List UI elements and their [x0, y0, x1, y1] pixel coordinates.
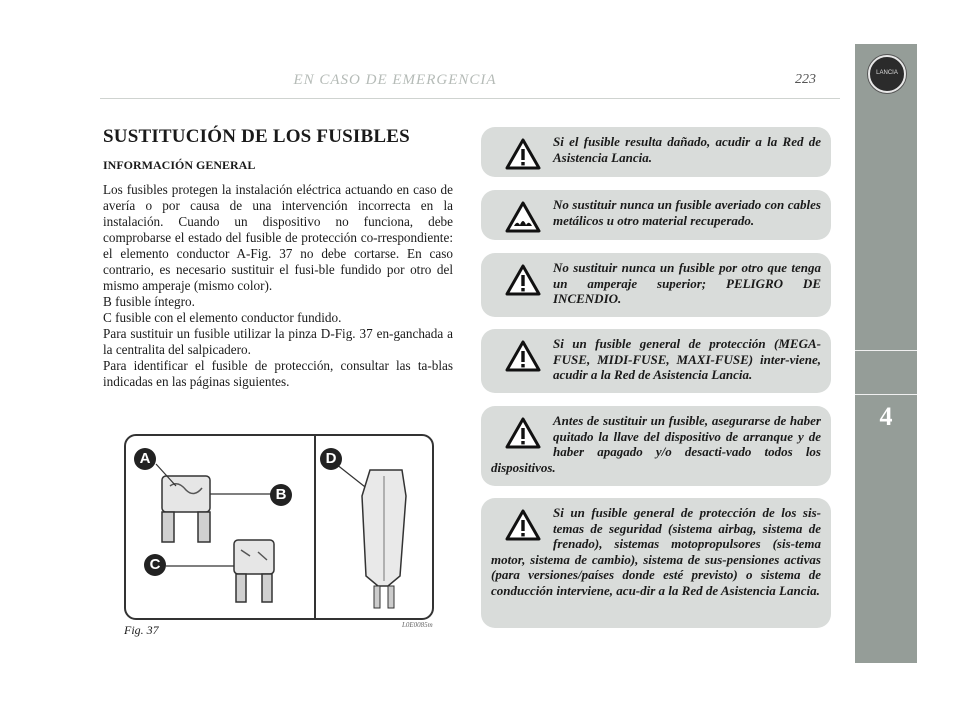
section-title: SUSTITUCIÓN DE LOS FUSIBLES — [103, 126, 410, 147]
warning-triangle-icon — [505, 138, 541, 170]
page-header-title: EN CASO DE EMERGENCIA — [293, 72, 497, 88]
fuse-figure — [124, 434, 434, 620]
body-paragraph-3: Para identificar el fusible de protección, consultar las ta-blas indicadas en las páginas siguientes. — [103, 358, 453, 389]
tab-divider — [855, 394, 917, 395]
chapter-tab — [855, 44, 917, 663]
figure-code: L0E0085m — [402, 621, 433, 629]
warning-text: Si el fusible resulta dañado, acudir a la Red de Asistencia Lancia. — [553, 134, 821, 165]
body-paragraph: Los fusibles protegen la instalación eléctrica actuando en caso de avería o por causa de una intervención incorrecta en la instalación. Cuando un dispositivo no funciona, debe comprobarse el estado del fusible de protección co-rrespondiente: el elemento conductor A-Fig. 37 no debe cortarse. En caso contrario, es necesario sustituir el fusi-ble fundido por otro del mismo amperaje (mismo color). — [103, 182, 453, 293]
main-text-column — [103, 126, 453, 390]
warning-box — [481, 406, 831, 486]
list-item-c: C fusible con el elemento conductor fundido. — [103, 310, 342, 325]
warning-box — [481, 253, 831, 317]
warning-text: No sustituir nunca un fusible averiado con cables metálicos u otro material recuperado. — [553, 197, 821, 228]
tab-divider — [855, 350, 917, 351]
header-rule — [100, 98, 840, 99]
warning-text: Antes de sustituir un fusible, asegurarse de haber quitado la llave del dispositivo de arranque y de haber apagado y/o desacti-vado todos los dispositivos. — [491, 413, 821, 475]
section-body — [103, 182, 453, 390]
label-b: B — [270, 484, 292, 506]
fuse-intact-drawing — [162, 476, 210, 542]
warning-text: Si un fusible general de protección (MEGA-FUSE, MIDI-FUSE, MAXI-FUSE) inter-viene, acudir a la Red de Asistencia Lancia. — [553, 336, 821, 382]
fuse-illustration — [126, 436, 432, 618]
warning-box — [481, 190, 831, 240]
fuse-blown-drawing — [234, 540, 274, 602]
warning-triangle-icon — [505, 340, 541, 372]
list-item-b: B fusible íntegro. — [103, 294, 195, 309]
page-number: 223 — [795, 72, 816, 87]
warning-triangle-icon — [505, 509, 541, 541]
warning-box — [481, 127, 831, 177]
fire-triangle-icon — [505, 201, 541, 233]
warning-text: No sustituir nunca un fusible por otro que tenga un amperaje superior; PELIGRO DE INCENDIO. — [553, 260, 821, 306]
body-paragraph-2: Para sustituir un fusible utilizar la pinza D-Fig. 37 en-ganchada a la centralita del salpicadero. — [103, 326, 453, 357]
fuse-pliers-drawing — [362, 470, 406, 608]
lancia-logo — [868, 55, 906, 93]
warning-box — [481, 498, 831, 628]
warning-triangle-icon — [505, 264, 541, 296]
figure-caption: Fig. 37 — [124, 623, 159, 637]
warning-text: Si un fusible general de protección de los sis-temas de seguridad (sistema airbag, sistema de frenado), sistemas motopropulsores (sis-tema motor, sistema de cambio), sistema de sus-pensiones activas (para versiones/países donde esté previsto) o sistema de conducción interviene, acu-dir a la Red de Asistencia Lancia. — [491, 505, 821, 598]
label-a: A — [134, 448, 156, 470]
figure-divider — [314, 436, 316, 618]
chapter-number: 4 — [879, 402, 893, 431]
label-c: C — [144, 554, 166, 576]
section-subtitle: INFORMACIÓN GENERAL — [103, 158, 256, 172]
warning-triangle-icon — [505, 417, 541, 449]
label-d: D — [320, 448, 342, 470]
warning-box — [481, 329, 831, 393]
